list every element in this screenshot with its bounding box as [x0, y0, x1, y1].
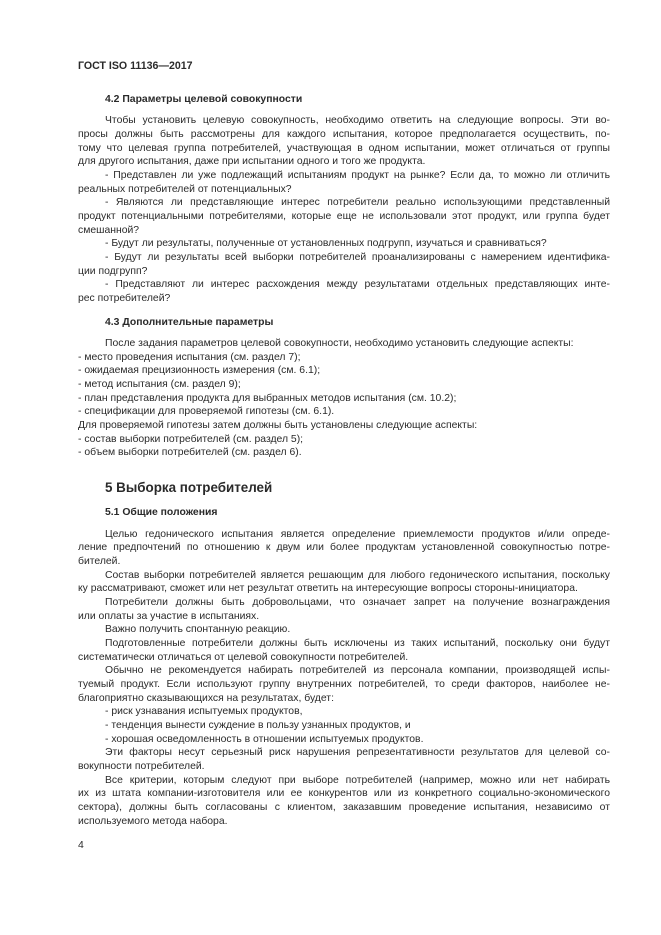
text-line: Подготовленные потребители должны быть исключены из таких испытаний, поскольку они будут [105, 637, 610, 649]
paragraph [78, 705, 610, 719]
text-line: Обычно не рекомендуется набирать потребителей из персонала компании, производящей испы- [105, 665, 610, 677]
text-line: - Будут ли результаты всей выборки потребителей проанализированы с намерением идентифика- [105, 251, 610, 263]
text-line: - Будут ли результаты, полученные от установленных подгрупп, изучаться и сравниваться? [105, 238, 547, 250]
text-line: Состав выборки потребителей является решающим для любого гедонического испытания, поскольку [105, 569, 610, 581]
text-line: - ожидаемая прецизионность измерения (см. 6.1); [78, 365, 321, 377]
text-line: тому что целевая группа потребителей, участвующая в одном испытании, может отличаться от группы [78, 142, 610, 154]
text-line: реальных потребителей от потенциальных? [78, 183, 292, 195]
section-heading: 4.3 Дополнительные параметры [105, 316, 274, 328]
paragraph [78, 337, 610, 351]
text-line: Важно получить спонтанную реакцию. [105, 624, 291, 636]
text-line: ции подгрупп? [78, 265, 148, 277]
text-line: их из штата компании-изготовителя или ее конкурентов или из конкретного социально-экономического [78, 788, 610, 800]
text-line: - тенденция вынести суждение в пользу узнанных продуктов, и [105, 719, 411, 731]
section-heading: 5.1 Общие положения [105, 507, 218, 519]
text-line: Для проверяемой гипотезы затем должны быть установлены следующие аспекты: [78, 420, 478, 432]
text-line: - план представления продукта для выбранных методов испытания (см. 10.2); [78, 392, 457, 404]
paragraph [78, 237, 610, 251]
paragraph [78, 569, 610, 596]
text-line: ку рассматривают, сможет или нет результат ответить на интересующие вопросы стороны-инициатора. [78, 583, 578, 595]
paragraph [78, 392, 610, 406]
text-line: - хорошая осведомленность в отношении испытуемых продуктов. [105, 733, 424, 745]
section [78, 93, 610, 306]
text-line: - место проведения испытания (см. раздел 7); [78, 351, 301, 363]
document-page [78, 60, 610, 838]
text-line: - риск узнавания испытуемых продуктов, [105, 706, 303, 718]
section [78, 480, 610, 496]
text-line: - состав выборки потребителей (см. раздел 5); [78, 433, 304, 445]
text-line: смешанной? [78, 224, 140, 236]
text-line: продукт потенциальными потребителями, которые еще не использовали этот продукт, или группа будет [78, 210, 610, 222]
document-body [78, 93, 610, 829]
text-line: туемый продукт. Если используют группу внутренних потребителей, то среди факторов, наиболее не- [78, 678, 610, 690]
text-line: Эти факторы несут серьезный риск нарушения репрезентативности результатов для целевой со- [105, 747, 610, 759]
paragraph [78, 419, 610, 433]
text-line: Чтобы установить целевую совокупность, необходимо ответить на следующие вопросы. Эти во- [105, 115, 610, 127]
text-line: вокупности потребителей. [78, 760, 205, 772]
text-line: - Представляют ли интерес расхождения между результатами отдельных представляющих инте- [105, 279, 610, 291]
text-line: Потребители должны быть добровольцами, что означает запрет на получение вознаграждения [105, 597, 610, 608]
paragraph [78, 528, 610, 569]
text-line: для другого испытания, даже при испытании одного и того же продукта. [78, 156, 426, 168]
text-line: Целью гедонического испытания является определение приемлемости продуктов и/или опреде- [105, 528, 610, 540]
paragraph [78, 405, 610, 419]
paragraph [78, 378, 610, 392]
section [78, 506, 610, 828]
section-heading: 5 Выборка потребителей [105, 480, 273, 496]
paragraph [78, 351, 610, 365]
text-line: сектора), должны быть согласованы с клиентом, заказавшим проведение испытания, независимо от [78, 801, 610, 813]
section-heading: 4.2 Параметры целевой совокупности [105, 93, 303, 105]
text-line: После задания параметров целевой совокупности, необходимо установить следующие аспекты: [105, 338, 574, 350]
paragraph [78, 719, 610, 733]
text-line: просы должны быть рассмотрены для каждого испытания, которое предполагается осуществить, по- [78, 128, 610, 140]
paragraph [78, 433, 610, 447]
text-line: используемого метода набора. [78, 815, 228, 827]
text-line: бителей. [78, 556, 121, 568]
paragraph [78, 733, 610, 747]
text-line: благоприятно сказывающихся на результатах, будет: [78, 692, 334, 704]
paragraph [78, 278, 610, 305]
document-header: ГОСТ ISO 11136—2017 [78, 60, 193, 72]
page-number: 4 [78, 840, 84, 851]
paragraph [78, 196, 610, 237]
section [78, 316, 610, 461]
paragraph [78, 774, 610, 829]
text-line: - спецификации для проверяемой гипотезы (см. 6.1). [78, 406, 335, 418]
text-line: - метод испытания (см. раздел 9); [78, 379, 241, 391]
paragraph [78, 637, 610, 664]
paragraph [78, 251, 610, 278]
paragraph [78, 364, 610, 378]
text-line: ление предпочтений по отношению к двум или более продуктам установленной совокупностью потре- [78, 542, 610, 554]
text-line: Все критерии, которым следуют при выборе потребителей (например, можно или нет набирать [105, 774, 610, 786]
paragraph [78, 623, 610, 637]
text-line: - Являются ли представляющие интерес потребители реально использующими представленный [105, 197, 610, 209]
text-line: систематически отличаться от целевой совокупности потребителей. [78, 651, 409, 663]
paragraph [78, 596, 610, 623]
paragraph [78, 169, 610, 196]
paragraph [78, 446, 610, 460]
paragraph [78, 746, 610, 773]
text-line: рес потребителей? [78, 292, 171, 304]
paragraph [78, 664, 610, 705]
text-line: или оплаты за участие в испытаниях. [78, 610, 260, 622]
text-line: - Представлен ли уже подлежащий испытаниям продукт на рынке? Если да, то можно ли отличить [105, 169, 610, 181]
paragraph [78, 114, 610, 169]
text-line: - объем выборки потребителей (см. раздел 6). [78, 447, 302, 459]
